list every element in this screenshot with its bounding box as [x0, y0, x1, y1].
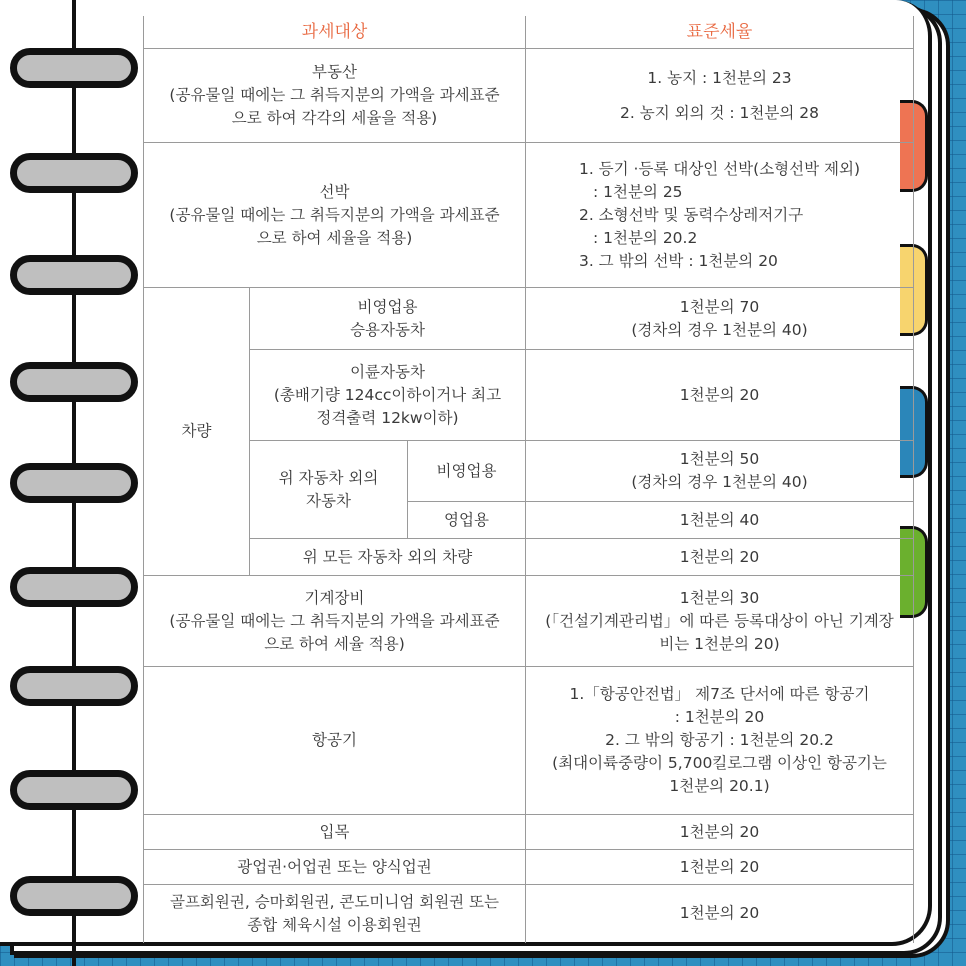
noncommercial-car-rate: 1천분의 70 (경차의 경우 1천분의 40) [526, 288, 914, 350]
spiral-ring-9 [10, 876, 138, 916]
spiral-ring-5 [10, 463, 138, 503]
real-estate-rate: 1. 농지 : 1천분의 23 2. 농지 외의 것 : 1천분의 28 [526, 49, 914, 143]
mining-rights-subject: 광업권·어업권 또는 양식업권 [144, 850, 526, 885]
table-row-vehicle-noncommercial-car [144, 288, 914, 350]
table-header-row [144, 16, 914, 49]
all-other-vehicles-subject: 위 모든 자동차 외의 차량 [250, 539, 526, 576]
noncommercial-car-subject: 비영업용 승용자동차 [250, 288, 526, 350]
other-cars-commercial-rate: 1천분의 40 [526, 502, 914, 539]
other-cars-noncommercial-rate: 1천분의 50 (경차의 경우 1천분의 40) [526, 441, 914, 502]
table-row-real-estate [144, 49, 914, 143]
other-cars-commercial-subject: 영업용 [408, 502, 526, 539]
other-cars-label: 위 자동차 외의 자동차 [250, 441, 408, 539]
table-row-all-other-vehicles [144, 539, 914, 576]
two-wheeler-rate: 1천분의 20 [526, 350, 914, 441]
table-row-standing-timber [144, 815, 914, 850]
all-other-vehicles-rate: 1천분의 20 [526, 539, 914, 576]
acquisition-tax-rate-table [143, 16, 914, 943]
spiral-ring-3 [10, 255, 138, 295]
header-subject: 과세대상 [144, 16, 526, 49]
machinery-rate: 1천분의 30 (「건설기계관리법」에 따른 등록대상이 아닌 기계장 비는 1천분의 20) [526, 576, 914, 667]
header-rate: 표준세율 [526, 16, 914, 49]
memberships-subject: 골프회원권, 승마회원권, 콘도미니엄 회원권 또는 종합 체육시설 이용회원권 [144, 885, 526, 943]
table-row-other-cars-noncommercial [144, 441, 914, 502]
memberships-rate: 1천분의 20 [526, 885, 914, 943]
vehicle-label: 차량 [144, 288, 250, 576]
two-wheeler-subject: 이륜자동차 (총배기량 124cc이하이거나 최고 정격출력 12kw이하) [250, 350, 526, 441]
table-row-two-wheeler [144, 350, 914, 441]
spiral-ring-4 [10, 362, 138, 402]
other-cars-noncommercial-subject: 비영업용 [408, 441, 526, 502]
table-row-memberships [144, 885, 914, 943]
real-estate-subject: 부동산 (공유물일 때에는 그 취득지분의 가액을 과세표준 으로 하여 각각의 세율을 적용) [144, 49, 526, 143]
spiral-ring-7 [10, 666, 138, 706]
table-row-machinery [144, 576, 914, 667]
spiral-ring-2 [10, 153, 138, 193]
mining-rights-rate: 1천분의 20 [526, 850, 914, 885]
table-row-aircraft [144, 667, 914, 815]
ship-rate: 1. 등기 ·등록 대상인 선박(소형선박 제외) : 1천분의 25 2. 소형선박 및 동력수상레저기구 : 1천분의 20.2 3. 그 밖의 선박 : 1천분의 20 [526, 143, 914, 288]
standing-timber-subject: 입목 [144, 815, 526, 850]
table-row-mining-rights [144, 850, 914, 885]
aircraft-rate: 1.「항공안전법」 제7조 단서에 따른 항공기 : 1천분의 20 2. 그 밖의 항공기 : 1천분의 20.2 (최대이륙중량이 5,700킬로그램 이상인 항공기는 1천분의 20.1) [526, 667, 914, 815]
machinery-subject: 기계장비 (공유물일 때에는 그 취득지분의 가액을 과세표준 으로 하여 세율 적용) [144, 576, 526, 667]
spiral-ring-6 [10, 567, 138, 607]
table-row-ship [144, 143, 914, 288]
ship-subject: 선박 (공유물일 때에는 그 취득지분의 가액을 과세표준 으로 하여 세율을 적용) [144, 143, 526, 288]
standing-timber-rate: 1천분의 20 [526, 815, 914, 850]
spiral-ring-8 [10, 770, 138, 810]
spiral-ring-1 [10, 48, 138, 88]
aircraft-subject: 항공기 [144, 667, 526, 815]
